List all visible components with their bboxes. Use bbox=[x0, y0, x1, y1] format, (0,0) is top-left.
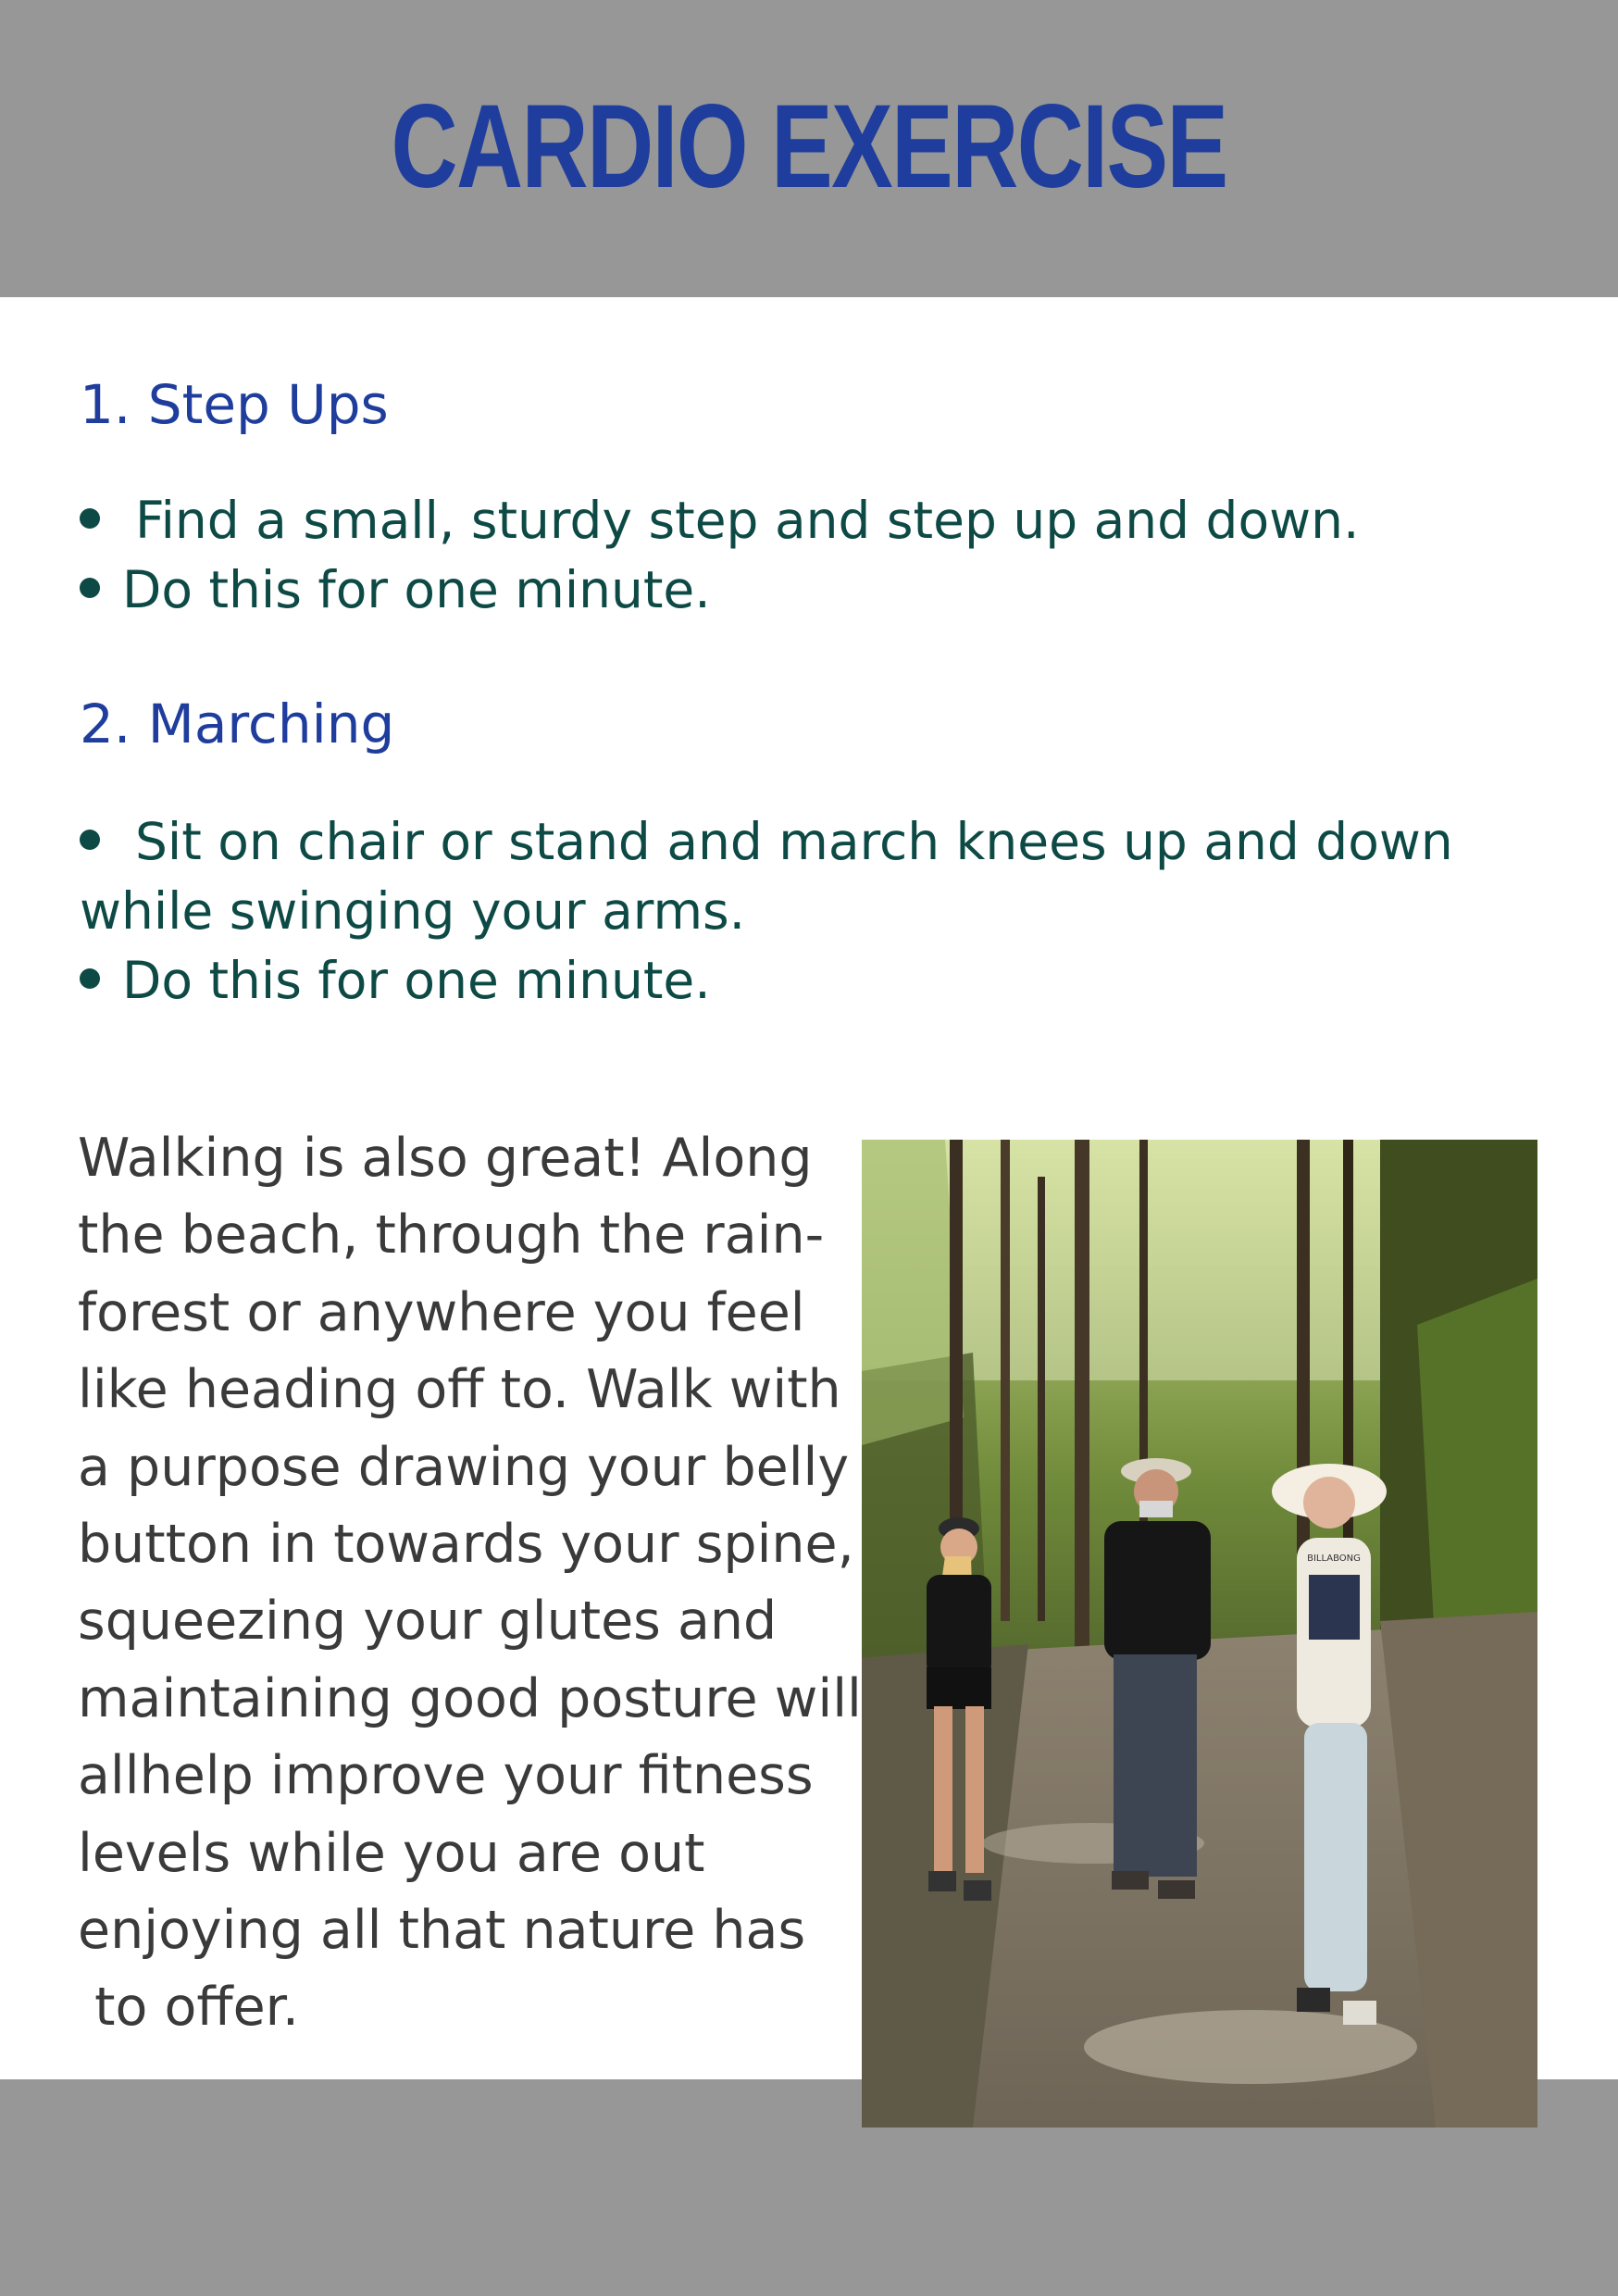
paragraph-line: a purpose drawing your belly bbox=[78, 1436, 850, 1498]
walking-paragraph bbox=[78, 1120, 862, 2047]
bullet-item: Find a small, sturdy step and step up and down. bbox=[80, 495, 1359, 546]
bullet-continuation: while swinging your arms. bbox=[80, 881, 746, 941]
paragraph-line: the beach, through the rain- bbox=[78, 1204, 825, 1267]
bullet-dot-icon bbox=[80, 830, 100, 850]
paragraph-line: button in towards your spine, bbox=[78, 1514, 854, 1576]
paragraph-line: squeezing your glutes and bbox=[78, 1591, 778, 1653]
section-heading-marching: 2. Marching bbox=[80, 693, 395, 755]
paragraph-line: allhelp improve your fitness bbox=[78, 1745, 814, 1807]
paragraph-line: forest or anywhere you feel bbox=[78, 1281, 805, 1343]
forest-walk-illustration bbox=[862, 1140, 1537, 2128]
shirt-text: BILLABONG bbox=[1307, 1554, 1361, 1564]
hiking-photo bbox=[862, 1140, 1537, 2128]
paragraph-line: Walking is also great! Along bbox=[78, 1128, 813, 1189]
bullet-dot-icon bbox=[80, 968, 100, 989]
walker-middle bbox=[1104, 1458, 1211, 1899]
page-title: CARDIO EXERCISE bbox=[391, 81, 1227, 213]
paragraph-line: enjoying all that nature has bbox=[78, 1900, 806, 1962]
bullet-item: Do this for one minute. bbox=[80, 565, 711, 616]
bullet-item: Sit on chair or stand and march knees up and down bbox=[80, 817, 1453, 867]
paragraph-line: maintaining good posture will bbox=[78, 1667, 862, 1729]
bullet-item: Do this for one minute. bbox=[80, 955, 711, 1006]
paragraph-line: levels while you are out bbox=[78, 1822, 705, 1884]
paragraph-line: like heading off to. Walk with bbox=[78, 1359, 841, 1421]
paragraph-line: to offer. bbox=[78, 1977, 299, 2039]
section-heading-step-ups: 1. Step Ups bbox=[80, 373, 389, 436]
bullet-dot-icon bbox=[80, 578, 100, 598]
bullet-dot-icon bbox=[80, 508, 100, 529]
